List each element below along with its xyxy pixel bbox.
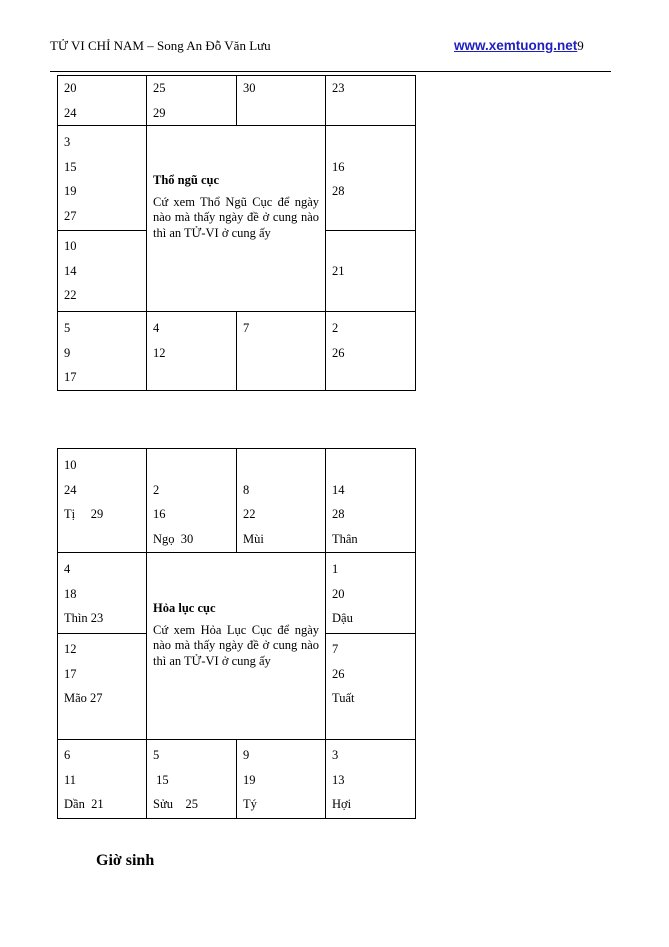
- palace-cell: 3 13 Hợi: [332, 748, 352, 811]
- hoa-luc-cuc-table: [57, 448, 416, 819]
- palace-cell: 10 14 22: [64, 239, 77, 302]
- grid-line: [58, 552, 415, 553]
- center-note: [147, 173, 325, 241]
- center-text: Cứ xem Hỏa Lục Cục để ngày nào mà thấy ngày đề ở cung nào thì an TỬ-VI ở cung ấy: [153, 622, 319, 668]
- palace-cell: 16 28: [332, 159, 345, 198]
- site-link[interactable]: www.xemtuong.net: [454, 38, 578, 53]
- palace-cell: 30: [243, 81, 256, 95]
- palace-cell: 1 20 Dậu: [332, 562, 353, 625]
- palace-cell: 12 17 Mão 27: [64, 642, 103, 705]
- grid-line: [58, 739, 415, 740]
- palace-cell: 20 24: [64, 81, 77, 120]
- palace-cell: 4 18 Thìn 23: [64, 562, 104, 625]
- palace-cell: 2 16 Ngọ 30: [153, 482, 194, 546]
- palace-cell: 3 15 19 27: [64, 135, 77, 223]
- palace-cell: 7 26 Tuất: [332, 642, 355, 705]
- palace-cell: 21: [332, 263, 345, 278]
- grid-line: [58, 311, 415, 312]
- center-text: Cứ xem Thổ Ngũ Cục để ngày nào mà thấy ngày đề ở cung nào thì an TỬ-VI ở cung ấy: [153, 194, 319, 240]
- palace-cell: 9 19 Tý: [243, 748, 257, 811]
- palace-cell: 10 24 Tị 29: [64, 458, 104, 521]
- running-header-right: [454, 38, 584, 54]
- page-number: 9: [577, 38, 584, 53]
- grid-line: [58, 230, 147, 231]
- grid-line: [58, 125, 415, 126]
- grid-line: [326, 230, 415, 231]
- running-header-title: TỬ VI CHỈ NAM – Song An Đỗ Văn Lưu: [50, 38, 271, 53]
- palace-cell: 5 9 17: [64, 321, 77, 384]
- palace-cell: 14 28 Thân: [332, 482, 358, 546]
- tho-ngu-cuc-table: [57, 75, 416, 391]
- center-note: [147, 601, 325, 669]
- palace-cell: 4 12: [153, 321, 166, 360]
- center-title: Hỏa lục cục: [153, 601, 216, 615]
- palace-cell: 8 22 Mùi: [243, 482, 264, 546]
- grid-line: [58, 633, 147, 634]
- header-rule: [50, 71, 611, 72]
- palace-cell: 7: [243, 321, 250, 335]
- grid-line: [326, 633, 415, 634]
- palace-cell: 25 29: [153, 81, 166, 120]
- center-title: Thổ ngũ cục: [153, 173, 219, 187]
- section-heading: Giờ sinh: [96, 852, 155, 869]
- palace-cell: 23: [332, 81, 345, 95]
- palace-cell: 5 15 Sửu 25: [153, 748, 198, 811]
- palace-cell: 2 26: [332, 321, 345, 360]
- palace-cell: 6 11 Dần 21: [64, 748, 104, 811]
